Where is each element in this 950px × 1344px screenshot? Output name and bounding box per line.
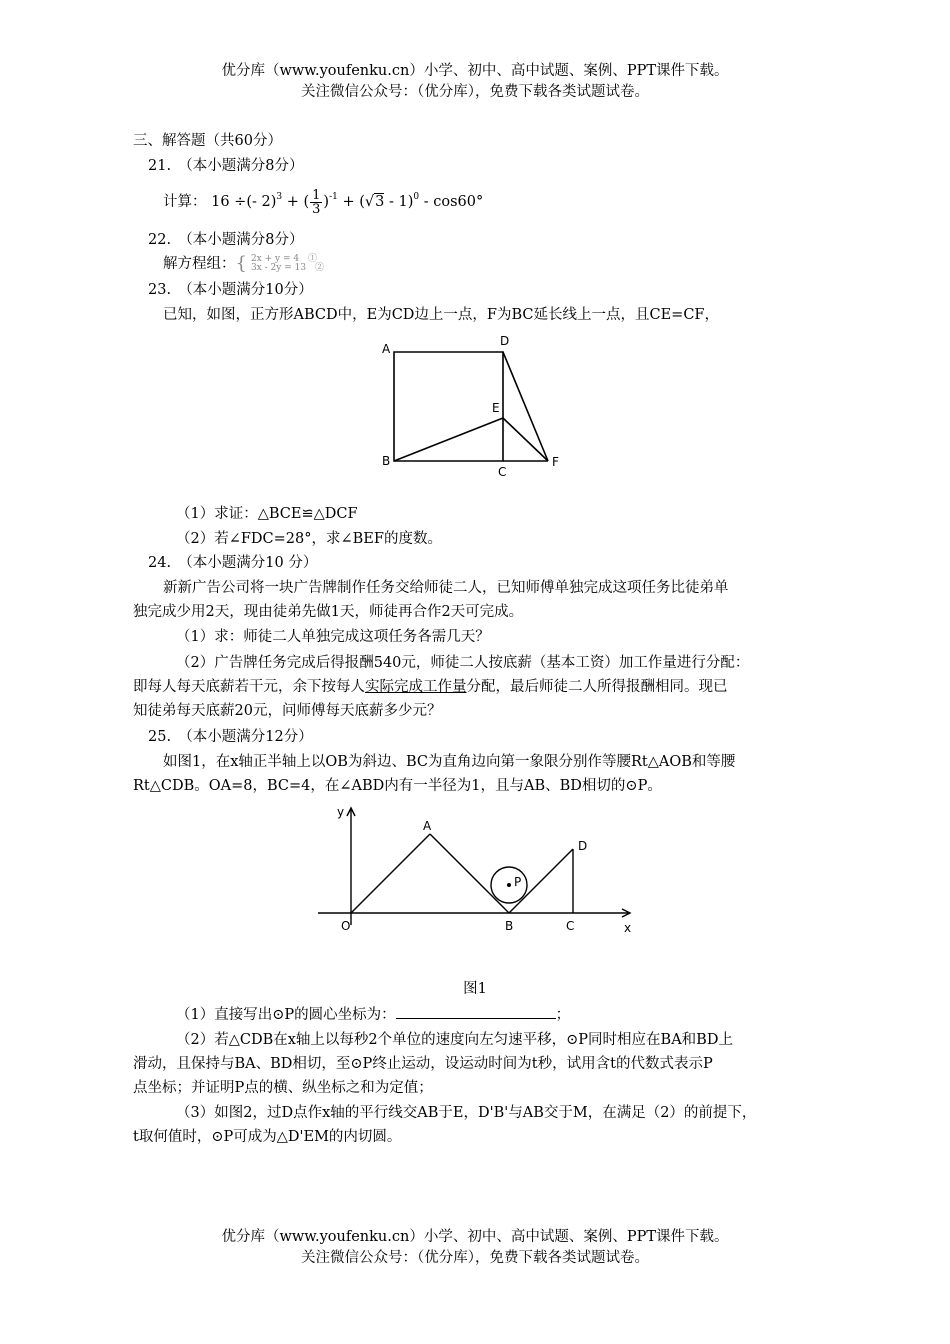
square-abcd [394,352,503,461]
q25-part3b: t取何值时，⊙P可成为△D'EM的内切圆。 [133,1129,402,1145]
q21-exp-a: 3 [276,192,283,202]
q25-number: 25. （本小题满分12分） [148,729,313,745]
label-o: O [341,919,351,933]
q25-figure [310,800,640,945]
label-a: A [382,342,391,356]
q24-part2b [133,676,728,698]
label-c: C [566,919,575,933]
q25-part2b: 滑动，且保持与BA、BD相切，至⊙P终止运动，设运动时间为t秒，试用含t的代数式表示P [133,1056,713,1072]
label-c: C [498,465,507,479]
q21-expr-a: 16 ÷(- 2) [211,194,277,210]
q25-para1a: 如图1，在x轴正半轴上以OB为斜边、BC为直角边向第一象限分别作等腰Rt△AOB和等腰 [163,754,736,770]
q21-plus1: + ( [286,194,310,210]
label-d: D [500,334,510,348]
label-y: y [337,805,345,819]
q24-part2b-pre: 即每人每天底薪若干元，余下按每人 [133,679,365,695]
header-line-2: 关注微信公众号：（优分库），免费下载各类试题试卷。 [301,84,649,100]
q23-text: 已知，如图，正方形ABCD中，E为CD边上一点，F为BC延长线上一点，且CE=CF， [163,307,719,323]
q21-label: 计算： [163,194,207,210]
q22-eq1: 2x + y = 4 ① [250,254,318,264]
q22-system: 解方程组：{ 2x + y = 4 ① 3x - 2y = 13 ② [163,253,325,274]
q25-part1-text: （1）直接写出⊙P的圆心坐标为： [176,1007,396,1023]
q21-minus1: - 1) [384,194,414,210]
q24-part2b-underlined: 实际完成工作量 [365,679,467,695]
q21-fraction [310,189,322,216]
q24-part2b-post: 分配，最后师徒二人所得报酬相同。现已 [466,679,728,695]
q24-part1: （1）求：师徒二人单独完成这项任务各需几天？ [176,629,490,645]
q22-equations [251,255,324,273]
q21-number: 21. （本小题满分8分） [148,158,304,174]
q25-caption: 图1 [463,981,487,997]
q21-exp-b: -1 [329,192,338,202]
segment-ab [430,834,509,913]
q22-number: 22. （本小题满分8分） [148,232,304,248]
label-b: B [505,919,514,933]
footer-line-2: 关注微信公众号：（优分库），免费下载各类试题试卷。 [301,1250,649,1266]
q25-para1b: Rt△CDB。OA=8，BC=4，在∠ABD内有一半径为1，且与AB、BD相切的⊙P。 [133,778,662,794]
label-x: x [624,921,632,935]
label-a: A [423,819,432,833]
header-line-1: 优分库（www.youfenku.cn）小学、初中、高中试题、案例、PPT课件下载。 [221,63,729,79]
label-d: D [578,839,588,853]
q21-frac-num: 1 [312,187,321,203]
label-f: F [552,455,559,469]
center-p [507,883,511,887]
q23-part1: （1）求证：△BCE≌△DCF [176,506,358,522]
section-title: 三、解答题（共60分） [133,133,282,149]
label-b: B [382,454,391,468]
q21-frac-den: 3 [312,201,321,217]
q21-plus2: + ( [342,194,365,210]
q25-answer-blank [396,1004,556,1019]
page-footer [0,1227,950,1269]
segment-be [394,418,503,461]
q24-part2c: 知徒弟每天底薪20元，问师傅每天底薪多少元？ [133,703,442,719]
label-p: P [514,875,522,889]
q23-figure [370,330,580,480]
q24-part2a: （2）广告牌任务完成后得报酬540元，师徒二人按底薪（基本工资）加工作量进行分配： [176,655,750,671]
q25-part2a: （2）若△CDB在x轴上以每秒2个单位的速度向左匀速平移，⊙P同时相应在BA和BD上 [176,1032,733,1048]
segment-ef [503,418,548,461]
q21-tail: - cos60° [423,194,484,210]
segment-oa [351,834,430,913]
q22-eq2: 3x - 2y = 13 ② [250,263,325,273]
segment-df [503,352,548,461]
q23-number: 23. （本小题满分10分） [148,282,313,298]
q25-part3a: （3）如图2，过D点作x轴的平行线交AB于E，D'B'与AB交于M，在满足（2）的前提下， [176,1105,757,1121]
q24-number: 24. （本小题满分10 分） [148,555,318,571]
q25-part1 [176,1004,570,1026]
q25-part1-end: ； [555,1007,571,1023]
q21-expression: 计算： 16 ÷(- 2)$^3$ + ( $\frac{1}{3}$ )$^{-1}$ + (√3 - 1)$^0$ - cos60° [163,187,484,217]
q23-part2: （2）若∠FDC=28°，求∠BEF的度数。 [176,531,442,547]
q24-para1b: 独完成少用2天，现由徒弟先做1天，师徒再合作2天可完成。 [133,604,524,620]
q24-para1a: 新新广告公司将一块广告牌制作任务交给师徒二人，已知师傅单独完成这项任务比徒弟单 [163,580,729,596]
q21-sqrt: 3 [375,194,385,210]
q22-label: 解方程组： [163,256,236,272]
label-e: E [492,401,500,415]
q21-exp-c: 0 [413,192,420,202]
page-header [0,61,950,103]
footer-line-1: 优分库（www.youfenku.cn）小学、初中、高中试题、案例、PPT课件下载。 [221,1229,729,1245]
q25-part2c: 点坐标；并证明P点的横、纵坐标之和为定值； [133,1080,433,1096]
